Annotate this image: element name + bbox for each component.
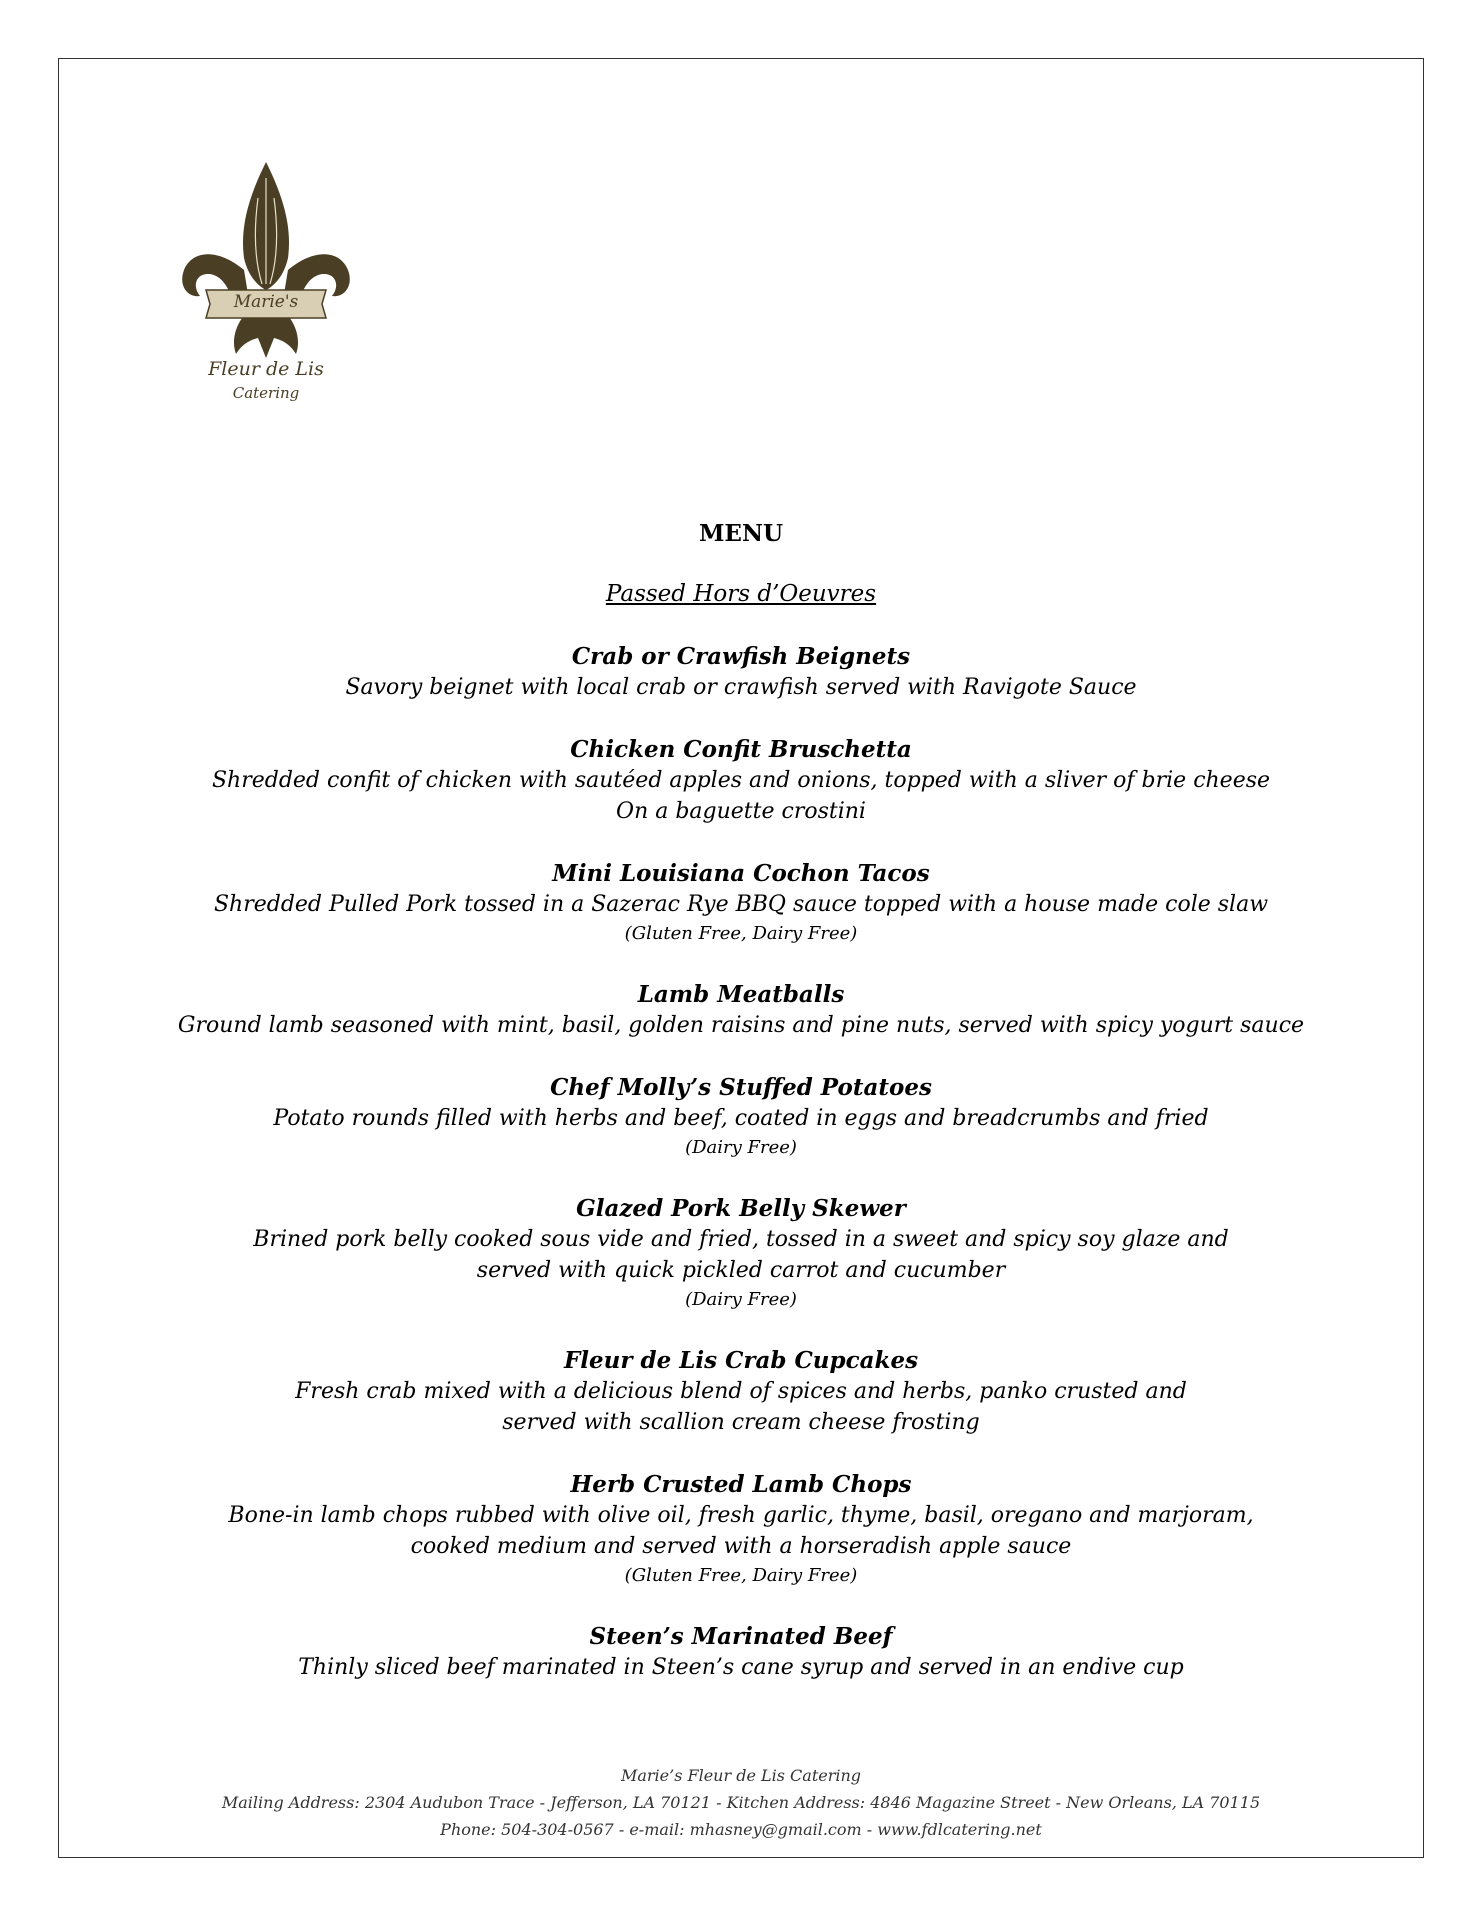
menu-item-description: Savory beignet with local crab or crawfish served with Ravigote Sauce [345,675,1137,700]
menu-item-description: served with scallion cream cheese frosting [502,1410,980,1435]
menu-item-description: Brined pork belly cooked sous vide and fried, tossed in a sweet and spicy soy glaze and [253,1227,1229,1252]
menu-item-dietary-note: (Dairy Free) [685,1289,797,1310]
menu-item [58,858,1424,948]
menu-items-list [58,641,1424,1683]
menu-item [58,1345,1424,1438]
logo-banner-text: Marie's [233,292,299,312]
menu-body [58,520,1424,1714]
menu-item-name: Fleur de Lis Crab Cupcakes [563,1347,919,1374]
menu-item-description: Shredded Pulled Pork tossed in a Sazerac Rye BBQ sauce topped with a house made cole slaw [213,892,1269,917]
menu-item-name: Steen’s Marinated Beef [589,1623,893,1650]
footer-contact: Phone: 504-304-0567 - e-mail: mhasney@gmail.com - www.fdlcatering.net [440,1820,1042,1839]
menu-item-name: Chef Molly’s Stuffed Potatoes [550,1074,932,1101]
menu-item-description: Ground lamb seasoned with mint, basil, golden raisins and pine nuts, served with spicy yogurt sauce [177,1013,1305,1038]
menu-item [58,979,1424,1041]
menu-item [58,1621,1424,1683]
logo-line1: Fleur de Lis [208,358,324,380]
menu-item-name: Glazed Pork Belly Skewer [576,1195,906,1222]
menu-item-name: Chicken Confit Bruschetta [570,736,912,763]
fleur-de-lis-logo [178,158,354,408]
menu-item [58,1072,1424,1162]
menu-item [58,734,1424,827]
menu-title: MENU [698,520,784,547]
menu-item-description: On a baguette crostini [616,799,866,824]
menu-item-dietary-note: (Gluten Free, Dairy Free) [624,1565,858,1586]
menu-item-description: Potato rounds filled with herbs and beef, coated in eggs and breadcrumbs and fried [273,1106,1209,1131]
menu-item [58,1469,1424,1590]
menu-item-description: Bone-in lamb chops rubbed with olive oil, fresh garlic, thyme, basil, oregano and marjoram, [228,1503,1254,1528]
menu-item-name: Crab or Crawfish Beignets [571,643,911,670]
section-title: Passed Hors d’Oeuvres [605,581,877,607]
menu-item-name: Mini Louisiana Cochon Tacos [552,860,930,887]
menu-item-description: served with quick pickled carrot and cucumber [476,1258,1006,1283]
menu-item-description: Thinly sliced beef marinated in Steen’s cane syrup and served in an endive cup [298,1655,1184,1680]
menu-item-dietary-note: (Dairy Free) [685,1137,797,1158]
menu-item-description: Fresh crab mixed with a delicious blend of spices and herbs, panko crusted and [295,1379,1187,1404]
menu-item [58,641,1424,703]
menu-item-name: Herb Crusted Lamb Chops [570,1471,912,1498]
logo-line2: Catering [232,384,300,402]
menu-item-description: Shredded confit of chicken with sautéed apples and onions, topped with a sliver of brie cheese [211,768,1271,793]
menu-item [58,1193,1424,1314]
menu-item-dietary-note: (Gluten Free, Dairy Free) [624,923,858,944]
menu-item-name: Lamb Meatballs [637,981,845,1008]
menu-item-description: cooked medium and served with a horseradish apple sauce [410,1534,1072,1559]
footer-company: Marie’s Fleur de Lis Catering [620,1766,862,1785]
footer-addresses: Mailing Address: 2304 Audubon Trace - Jefferson, LA 70121 - Kitchen Address: 4846 Magazine Street - New Orleans, LA 70115 [221,1793,1261,1812]
footer [58,1762,1424,1843]
